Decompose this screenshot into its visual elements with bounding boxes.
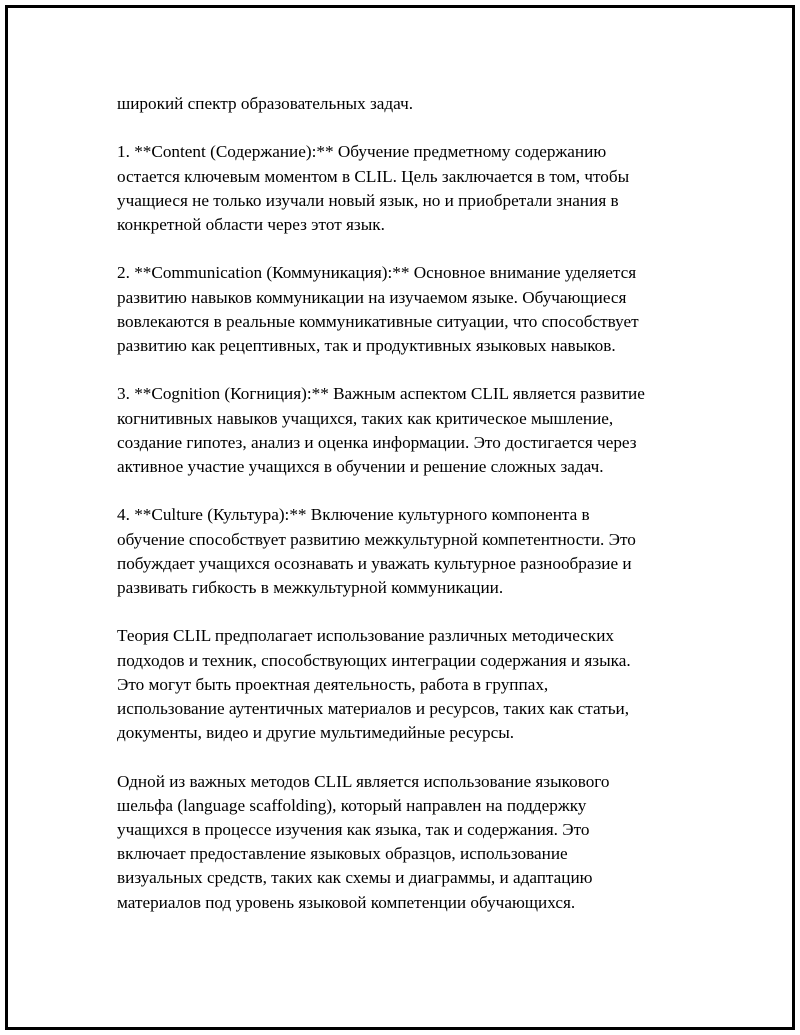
paragraph-communication: 2. **Communication (Коммуникация):** Основное внимание уделяется развитию навыков коммуникации на изучаемом языке. Обучающиеся вовлекаются в реальные коммуникативные ситуации, что способствует развитию как рецептивных, так и продуктивных языковых навыков. [117,263,639,355]
document-body [117,92,697,915]
paragraph-clil-theory: Теория CLIL предполагает использование различных методических подходов и техник, способствующих интеграции содержания и языка. Это могут быть проектная деятельность, работа в группах, использование аутентичных материалов и ресурсов, таких как статьи, документы, видео и другие мультимедийные ресурсы. [117,626,631,743]
paragraph-cognition: 3. **Cognition (Когниция):** Важным аспектом CLIL является развитие когнитивных навыков учащихся, таких как критическое мышление, создание гипотез, анализ и оценка информации. Это достигается через активное участие учащихся в обучении и решение сложных задач. [117,384,645,476]
paragraph-language-scaffolding: Одной из важных методов CLIL является использование языкового шельфа (language scaffolding), который направлен на поддержку учащихся в процессе изучения как языка, так и содержания. Это включает предоставление языковых образцов, использование визуальных средств, таких как схемы и диаграммы, и адаптацию материалов под уровень языковой компетенции обучающихся. [117,771,610,912]
paragraph-intro-fragment: широкий спектр образовательных задач. [117,94,414,113]
paragraph-content: 1. **Content (Содержание):** Обучение предметному содержанию остается ключевым моментом в CLIL. Цель заключается в том, чтобы учащиеся не только изучали новый язык, но и приобретали знания в конкретной области через этот язык. [117,142,630,234]
paragraph-culture: 4. **Culture (Культура):** Включение культурного компонента в обучение способствует развитию межкультурной компетентности. Это побуждает учащихся осознавать и уважать культурное разнообразие и развивать гибкость в межкультурной коммуникации. [117,505,636,597]
